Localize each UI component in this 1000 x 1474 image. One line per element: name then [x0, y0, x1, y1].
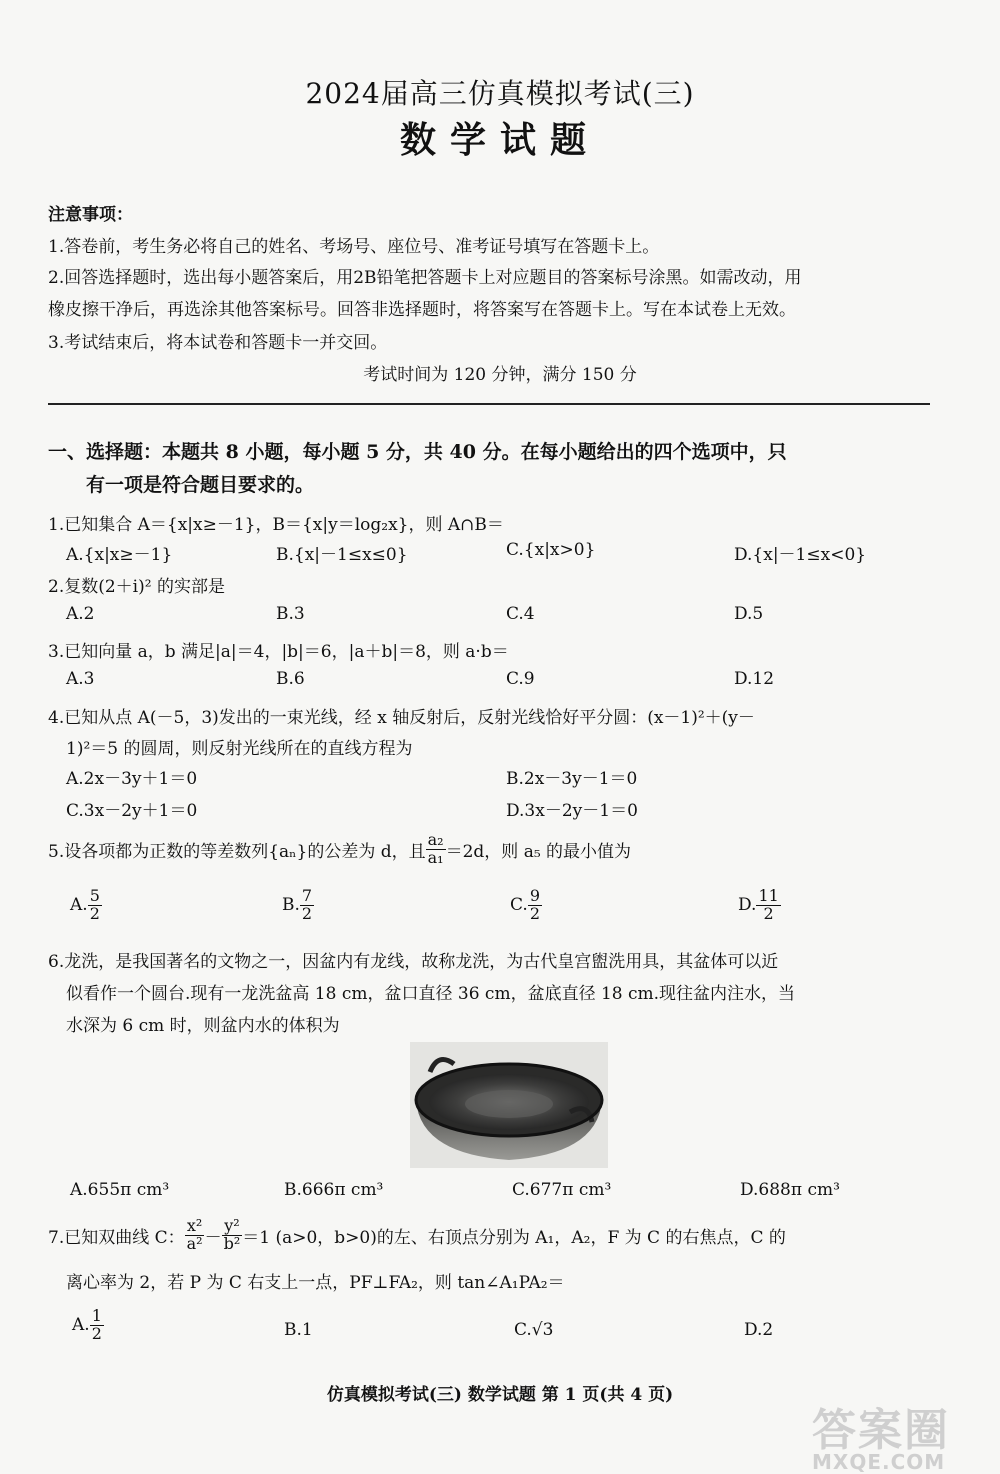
q7-option-d: D.2 [744, 1320, 774, 1340]
q5-option-b-frac [300, 888, 314, 923]
q5-option-c [510, 888, 542, 923]
notice-item-1: 1.答卷前，考生务必将自己的姓名、考场号、座位号、准考证号填写在答题卡上。 [48, 237, 660, 257]
q4-option-a: A.2x－3y＋1＝0 [66, 769, 198, 789]
q1-option-d: D.{x|－1≤x<0} [734, 545, 867, 565]
q7-stem-line2: 离心率为 2，若 P 为 C 右支上一点，PF⊥FA₂，则 tan∠A₁PA₂＝ [66, 1273, 565, 1293]
q2-option-a: A.2 [66, 604, 95, 624]
q5-option-a-label: A. [70, 895, 88, 916]
q5-d-num: 11 [758, 886, 779, 905]
watermark-line1: 答案圈 [812, 1405, 950, 1456]
page-footer: 仿真模拟考试(三) 数学试题 第 1 页(共 4 页) [326, 1385, 674, 1405]
q5-a-num: 5 [89, 886, 100, 905]
q5-b-num: 7 [301, 886, 313, 905]
q6-option-b: B.666π cm³ [284, 1180, 384, 1200]
q1-option-c: C.{x|x>0} [506, 540, 596, 560]
q7-option-a [72, 1308, 104, 1343]
q7-f2-den: b² [223, 1233, 241, 1253]
q5-option-b [282, 888, 314, 923]
notice-heading: 注意事项： [48, 205, 133, 225]
q4-option-d: D.3x－2y－1＝0 [506, 801, 638, 821]
notice-item-2b: 橡皮擦干净后，再选涂其他答案标号。回答非选择题时，将答案写在答题卡上。写在本试卷上无效。 [48, 300, 796, 320]
q6-stem-line3: 水深为 6 cm 时，则盆内水的体积为 [66, 1016, 340, 1036]
q5-option-b-label: B. [282, 895, 300, 916]
q1-option-a: A.{x|x≥－1} [66, 545, 173, 565]
q1-stem: 1.已知集合 A＝{x|x≥－1}，B＝{x|y＝log₂x}，则 A∩B＝ [48, 515, 504, 535]
q5-stem [48, 832, 631, 867]
q5-option-d-label: D. [738, 895, 757, 916]
dragon-basin-photo [410, 1042, 608, 1168]
exam-title-line2: 数学试题 [399, 119, 600, 161]
q6-option-a: A.655π cm³ [70, 1180, 170, 1200]
dragon-basin-illustration [410, 1042, 608, 1168]
q5-frac-den: a₁ [427, 847, 444, 867]
q5-c-den: 2 [529, 903, 540, 923]
q5-option-c-frac [528, 888, 542, 923]
q7-option-c: C.√3 [514, 1320, 554, 1340]
q6-stem-line2: 似看作一个圆台.现有一龙洗盆高 18 cm，盆口直径 36 cm，盆底直径 18 cm.现往盆内注水，当 [66, 984, 796, 1004]
q3-option-c: C.9 [506, 669, 535, 689]
q5-option-d [738, 888, 781, 923]
q2-option-b: B.3 [276, 604, 305, 624]
q6-stem-line1: 6.龙洗，是我国著名的文物之一，因盆内有龙线，故称龙洗，为古代皇宫盥洗用具，其盆体可以近 [48, 952, 779, 972]
watermark-logo [812, 1394, 950, 1474]
divider-rule [48, 403, 930, 405]
q7-f1-num: x² [186, 1216, 203, 1235]
q7-option-a-frac [90, 1308, 104, 1343]
q1-option-b: B.{x|－1≤x≤0} [276, 545, 408, 565]
q4-option-c: C.3x－2y＋1＝0 [66, 801, 198, 821]
q5-stem-pre: 5.设各项都为正数的等差数列{aₙ}的公差为 d，且 [48, 841, 426, 862]
watermark-line2: MXQE.COM [812, 1450, 946, 1474]
q6-option-d: D.688π cm³ [740, 1180, 840, 1200]
notice-item-3: 3.考试结束后，将本试卷和答题卡一并交回。 [48, 333, 388, 353]
q7-option-a-label: A. [72, 1315, 90, 1336]
q7-frac-x [185, 1218, 205, 1253]
exam-title-line1: 2024届高三仿真模拟考试(三) [305, 77, 695, 110]
q4-stem-line1: 4.已知从点 A(－5，3)发出的一束光线，经 x 轴反射后，反射光线恰好平分圆：(x－1)²＋(y－ [48, 708, 755, 728]
q7-a-num: 1 [91, 1306, 102, 1325]
section-heading-line1: 一、选择题：本题共 8 小题，每小题 5 分，共 40 分。在每小题给出的四个选项中，只 [48, 441, 787, 463]
q5-fraction [426, 832, 446, 867]
q7-frac-y [222, 1218, 243, 1253]
q5-option-c-label: C. [510, 895, 528, 916]
q7-stem-pre: 7.已知双曲线 C： [48, 1227, 185, 1248]
q3-option-d: D.12 [734, 669, 775, 689]
q7-stem [48, 1218, 786, 1253]
q5-d-den: 2 [763, 903, 774, 923]
q5-option-a [70, 888, 102, 923]
q7-f2-num: y² [224, 1216, 240, 1235]
q5-frac-num: a₂ [427, 830, 444, 849]
q2-stem: 2.复数(2＋i)² 的实部是 [48, 577, 225, 597]
q4-option-b: B.2x－3y－1＝0 [506, 769, 638, 789]
q7-option-b: B.1 [284, 1320, 313, 1340]
section-heading-line2: 有一项是符合题目要求的。 [86, 474, 315, 496]
q5-c-num: 9 [529, 886, 540, 905]
q3-option-b: B.6 [276, 669, 305, 689]
q5-option-d-frac [756, 888, 780, 923]
q2-option-d: D.5 [734, 604, 764, 624]
q5-a-den: 2 [89, 903, 100, 923]
q3-stem: 3.已知向量 a，b 满足|a|＝4，|b|＝6，|a＋b|＝8，则 a·b＝ [48, 642, 509, 662]
exam-time-score: 考试时间为 120 分钟，满分 150 分 [363, 365, 637, 385]
q7-minus: － [204, 1227, 222, 1248]
q3-option-a: A.3 [66, 669, 95, 689]
q7-f1-den: a² [186, 1233, 203, 1253]
q5-stem-post: ＝2d，则 a₅ 的最小值为 [445, 841, 632, 862]
q7-a-den: 2 [91, 1323, 102, 1343]
q2-option-c: C.4 [506, 604, 535, 624]
q5-option-a-frac [88, 888, 102, 923]
q4-stem-line2: 1)²＝5 的圆周，则反射光线所在的直线方程为 [66, 739, 413, 759]
notice-item-2a: 2.回答选择题时，选出每小题答案后，用2B铅笔把答题卡上对应题目的答案标号涂黑。如需改动，用 [48, 268, 802, 288]
q5-b-den: 2 [301, 903, 313, 923]
q7-stem-post: ＝1 (a>0，b>0)的左、右顶点分别为 A₁，A₂，F 为 C 的右焦点，C 的 [242, 1227, 786, 1248]
q6-option-c: C.677π cm³ [512, 1180, 612, 1200]
